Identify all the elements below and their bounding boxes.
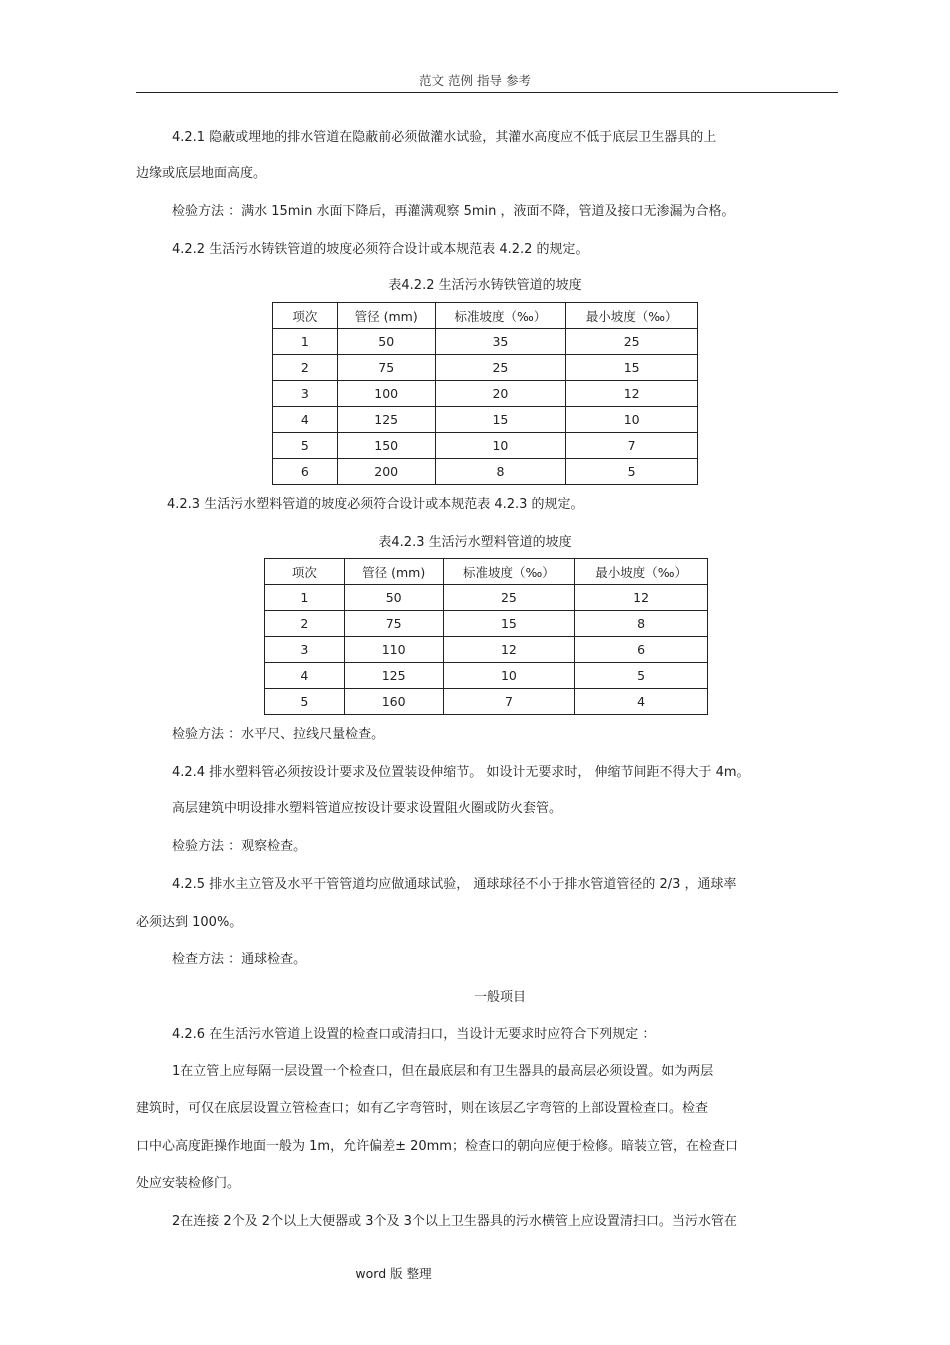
paragraph-4-2-3: 4.2.3 生活污水塑料管道的坡度必须符合设计或本规范表 4.2.3 的规定。	[167, 497, 584, 512]
table-cell: 50	[344, 585, 443, 611]
table-cell: 1	[273, 329, 338, 355]
paragraph-4-2-5-check-method: 检查方法 ：通球检查。	[172, 952, 307, 967]
table-4-2-3	[264, 558, 708, 715]
table-cell: 25	[443, 585, 575, 611]
table-cell: 125	[344, 663, 443, 689]
paragraph-4-2-3-check-method: 检验方法 ：水平尺、拉线尺量检查。	[172, 727, 385, 742]
header-cell: 项次	[265, 559, 345, 585]
item-2-line1: 2在连接 2个及 2个以上大便器或 3个及 3个以上卫生器具的污水横管上应设置清扫口。当污水管在	[172, 1214, 737, 1229]
table-cell: 2	[265, 611, 345, 637]
table-cell: 25	[566, 329, 698, 355]
table-cell: 15	[566, 355, 698, 381]
paragraph-4-2-4-line2: 高层建筑中明设排水塑料管道应按设计要求设置阻火圈或防火套管。	[172, 801, 563, 816]
header-cell: 管径 (mm)	[337, 303, 435, 329]
table-cell: 7	[566, 433, 698, 459]
paragraph-4-2-2: 4.2.2 生活污水铸铁管道的坡度必须符合设计或本规范表 4.2.2 的规定。	[172, 242, 589, 257]
table-cell: 10	[443, 663, 575, 689]
paragraph-4-2-6: 4.2.6 在生活污水管道上设置的检查口或清扫口，当设计无要求时应符合下列规定 ：	[172, 1027, 656, 1042]
table-header-row	[265, 559, 708, 585]
table-row	[265, 637, 708, 663]
table-row	[273, 433, 698, 459]
table-cell: 100	[337, 381, 435, 407]
table-row	[273, 459, 698, 485]
table-row	[265, 689, 708, 715]
table-cell: 160	[344, 689, 443, 715]
table-cell: 5	[273, 433, 338, 459]
table-cell: 15	[443, 611, 575, 637]
table-cell: 3	[273, 381, 338, 407]
table-cell: 150	[337, 433, 435, 459]
paragraph-4-2-4-line1: 4.2.4 排水塑料管必须按设计要求及位置装设伸缩节。 如设计无要求时， 伸缩节间距不得大于 4m。	[172, 765, 750, 780]
table-cell: 5	[575, 663, 708, 689]
table-cell: 4	[575, 689, 708, 715]
header-cell: 管径 (mm)	[344, 559, 443, 585]
table-row	[265, 663, 708, 689]
item-1-line4: 处应安装检修门。	[136, 1176, 241, 1191]
page-footer: word 版 整理	[355, 1266, 432, 1281]
table-row	[273, 381, 698, 407]
table-row	[273, 407, 698, 433]
header-divider	[136, 92, 838, 93]
table-row	[265, 585, 708, 611]
table-row	[273, 329, 698, 355]
table-4-2-2-caption: 表4.2.2 生活污水铸铁管道的坡度	[388, 278, 582, 293]
table-cell: 20	[435, 381, 566, 407]
table-4-2-3-caption: 表4.2.3 生活污水塑料管道的坡度	[378, 535, 572, 550]
paragraph-4-2-5-line1: 4.2.5 排水主立管及水平干管管道均应做通球试验， 通球球径不小于排水管道管径的 2/3 ，通球率	[172, 877, 737, 892]
item-1-line2: 建筑时，可仅在底层设置立管检查口；如有乙字弯管时，则在该层乙字弯管的上部设置检查口。检查	[136, 1101, 709, 1116]
paragraph-4-2-5-line2: 必须达到 100%。	[136, 915, 243, 930]
table-cell: 6	[273, 459, 338, 485]
table-cell: 12	[575, 585, 708, 611]
table-cell: 6	[575, 637, 708, 663]
table-cell: 12	[443, 637, 575, 663]
table-cell: 4	[273, 407, 338, 433]
header-cell: 项次	[273, 303, 338, 329]
paragraph-4-2-4-check-method: 检验方法 ：观察检查。	[172, 839, 307, 854]
header-cell: 最小坡度（‰）	[575, 559, 708, 585]
table-cell: 8	[575, 611, 708, 637]
paragraph-4-2-1-line1: 4.2.1 隐蔽或埋地的排水管道在隐蔽前必须做灌水试验，其灌水高度应不低于底层卫生器具的上	[172, 130, 717, 145]
header-cell: 标准坡度（‰）	[443, 559, 575, 585]
item-1-line3: 口中心高度距操作地面一般为 1m，允许偏差± 20mm；检查口的朝向应便于检修。暗装立管，在检查口	[136, 1139, 738, 1154]
table-cell: 8	[435, 459, 566, 485]
table-row	[265, 611, 708, 637]
table-cell: 7	[443, 689, 575, 715]
table-cell: 1	[265, 585, 345, 611]
page-header: 范文 范例 指导 参考	[419, 73, 531, 88]
table-cell: 200	[337, 459, 435, 485]
header-cell: 最小坡度（‰）	[566, 303, 698, 329]
paragraph-4-2-1-check-method: 检验方法 ：满水 15min 水面下降后，再灌满观察 5min ，液面不降，管道及接口无渗漏为合格。	[172, 204, 735, 219]
header-cell: 标准坡度（‰）	[435, 303, 566, 329]
table-cell: 75	[337, 355, 435, 381]
table-cell: 5	[265, 689, 345, 715]
table-4-2-2	[272, 302, 698, 485]
paragraph-4-2-1-line2: 边缘或底层地面高度。	[136, 166, 267, 181]
table-cell: 3	[265, 637, 345, 663]
table-cell: 75	[344, 611, 443, 637]
table-row	[273, 355, 698, 381]
table-cell: 125	[337, 407, 435, 433]
table-cell: 25	[435, 355, 566, 381]
item-1-line1: 1在立管上应每隔一层设置一个检查口，但在最底层和有卫生器具的最高层必须设置。如为两层	[172, 1064, 714, 1079]
table-cell: 5	[566, 459, 698, 485]
table-cell: 4	[265, 663, 345, 689]
table-cell: 15	[435, 407, 566, 433]
table-cell: 10	[566, 407, 698, 433]
table-cell: 110	[344, 637, 443, 663]
table-header-row	[273, 303, 698, 329]
table-cell: 50	[337, 329, 435, 355]
section-heading-general-items: 一般项目	[473, 990, 526, 1005]
table-cell: 35	[435, 329, 566, 355]
table-cell: 2	[273, 355, 338, 381]
table-cell: 10	[435, 433, 566, 459]
table-cell: 12	[566, 381, 698, 407]
